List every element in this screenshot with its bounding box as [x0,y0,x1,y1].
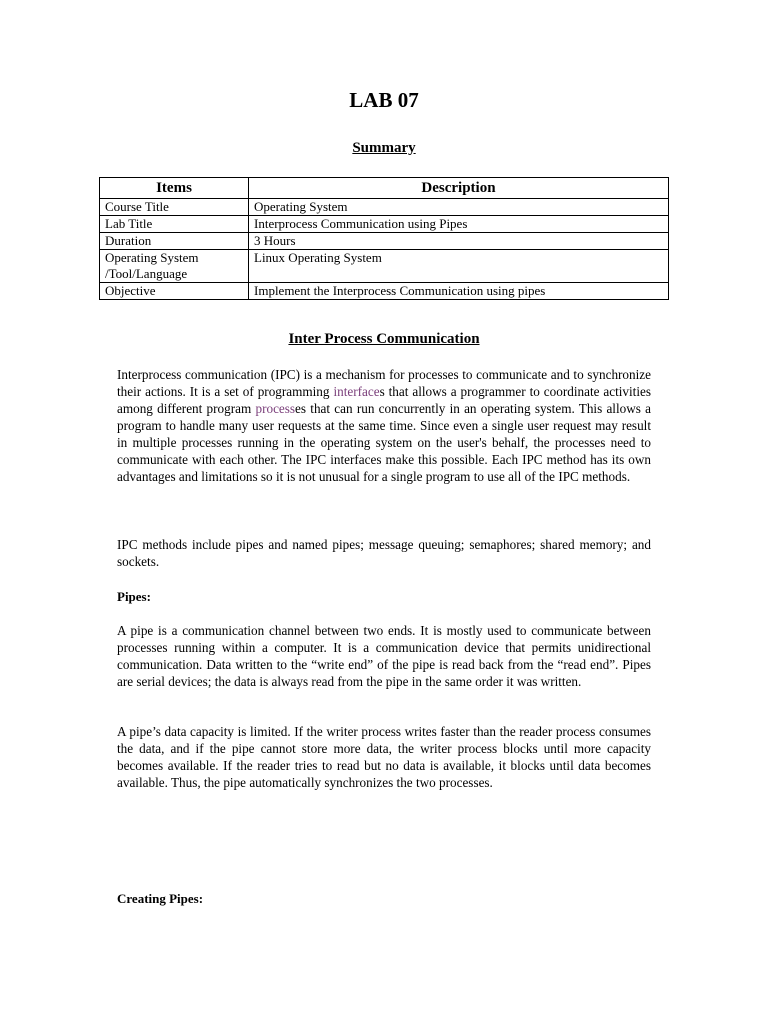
table-header-items: Items [100,178,249,199]
table-row [100,283,669,300]
table-cell-description: Linux Operating System [249,250,669,283]
pipes-paragraph-1: A pipe is a communication channel between two ends. It is mostly used to communicate between processes running within a computer. It is a communication device that permits unidirectional communication. Data written to the “write end” of the pipe is read back from the “read end”. Pipes are serial devices; the data is always read from the pipe in the same order it was written. [117,623,651,689]
lab-title: LAB 07 [349,88,419,112]
ipc-text-part: Interprocess communication (IPC) is a mechanism for processes to communicate and to synchronize their actions. It is a set of programming [117,367,651,399]
pipes-paragraph-2: A pipe’s data capacity is limited. If the writer process writes faster than the reader process consumes the data, and if the pipe cannot store more data, the writer process blocks until more capacity becomes available. If the reader tries to read but no data is available, it blocks until data becomes available. Thus, the pipe automatically synchronizes the two processes. [117,724,651,790]
process-link[interactable]: process [255,401,296,416]
table-row [100,216,669,233]
ipc-text-part: es that can run concurrently in an operating system. This allows a program to handle many user requests at the same time. Since even a single user request may result in multiple processes running in the operating system on the user's behalf, the processes need to communicate with each other. The IPC interfaces make this possible. Each IPC method has its own advantages and limitations so it is not unusual for a single program to use all of the IPC methods. [117,401,651,484]
summary-table [99,177,669,300]
pipes-heading: Pipes: [117,589,151,604]
table-cell-description: 3 Hours [249,233,669,250]
table-row [100,233,669,250]
creating-pipes-heading: Creating Pipes: [117,891,204,906]
ipc-heading: Inter Process Communication [288,331,480,347]
ipc-paragraph-2: IPC methods include pipes and named pipes; message queuing; semaphores; shared memory; and sockets. [117,537,651,569]
table-cell-description: Implement the Interprocess Communication using pipes [249,283,669,300]
table-cell-description: Operating System [249,199,669,216]
ipc-paragraph-1 [117,366,651,485]
table-cell-item: Operating System /Tool/Language [100,250,249,283]
table-row [100,199,669,216]
table-cell-item: Course Title [100,199,249,216]
table-row [100,250,669,283]
table-header-description: Description [249,178,669,199]
table-cell-item: Duration [100,233,249,250]
table-cell-description: Interprocess Communication using Pipes [249,216,669,233]
interface-link[interactable]: interface [333,384,380,399]
ipc-text-part: s that allows a programmer to coordinate activities among different program [117,384,651,416]
table-cell-item: Objective [100,283,249,300]
summary-heading: Summary [352,140,416,156]
table-cell-item: Lab Title [100,216,249,233]
table-header-row [100,178,669,199]
